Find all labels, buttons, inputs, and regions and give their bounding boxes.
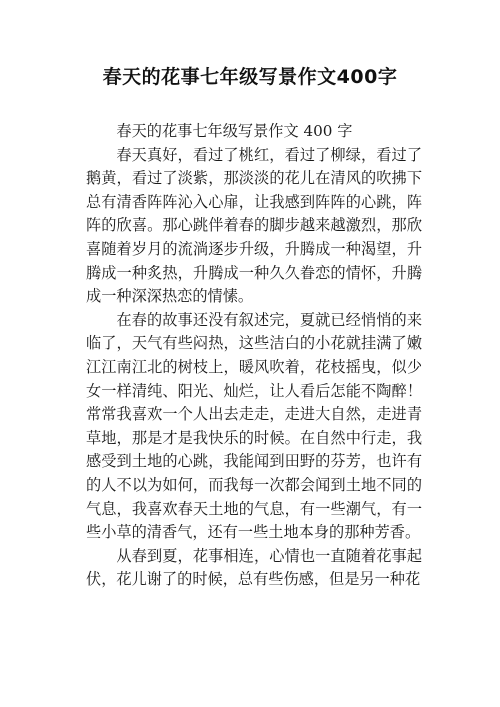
paragraph-1: 春天真好，看过了桃红，看过了柳绿，看过了鹅黄，看过了淡紫，那淡淡的花儿在清风的吹拂下总有清香阵阵沁入心扉，让我感到阵阵的心跳，阵阵的欣喜。那心跳伴着春的脚步越来越激烈，那欣喜随着岁月的流淌逐步升级，升腾成一种渴望，升腾成一种炙热，升腾成一种久久眷恋的情怀，升腾成一种深深热恋的情愫。	[86, 145, 422, 306]
document-subtitle: 春天的花事七年级写景作文 400 字	[116, 122, 353, 140]
paragraph-3: 从春到夏，花事相连，心情也一直随着花事起伏，花儿谢了的时候，总有些伤感，但是另一种花	[86, 546, 422, 589]
paragraph-2: 在春的故事还没有叙述完，夏就已经悄悄的来临了，天气有些闷热，这些洁白的小花就挂满了嫩江江南江北的树枝上，暖风吹着，花枝摇曳，似少女一样清纯、阳光、灿烂，让人看后怎能不陶醉！常常我喜欢一个人出去走走，走进大自然，走进青草地，那是才是我快乐的时候。在自然中行走，我感受到土地的心跳，我能闻到田野的芬芳，也许有的人不以为如何，而我每一次都会闻到土地不同的气息，我喜欢春天土地的气息，有一些潮气，有一些小草的清香气，还有一些土地本身的那种芳香。	[86, 310, 422, 542]
document-body	[86, 120, 422, 592]
document-title: 春天的花事七年级写景作文400字	[102, 66, 398, 88]
